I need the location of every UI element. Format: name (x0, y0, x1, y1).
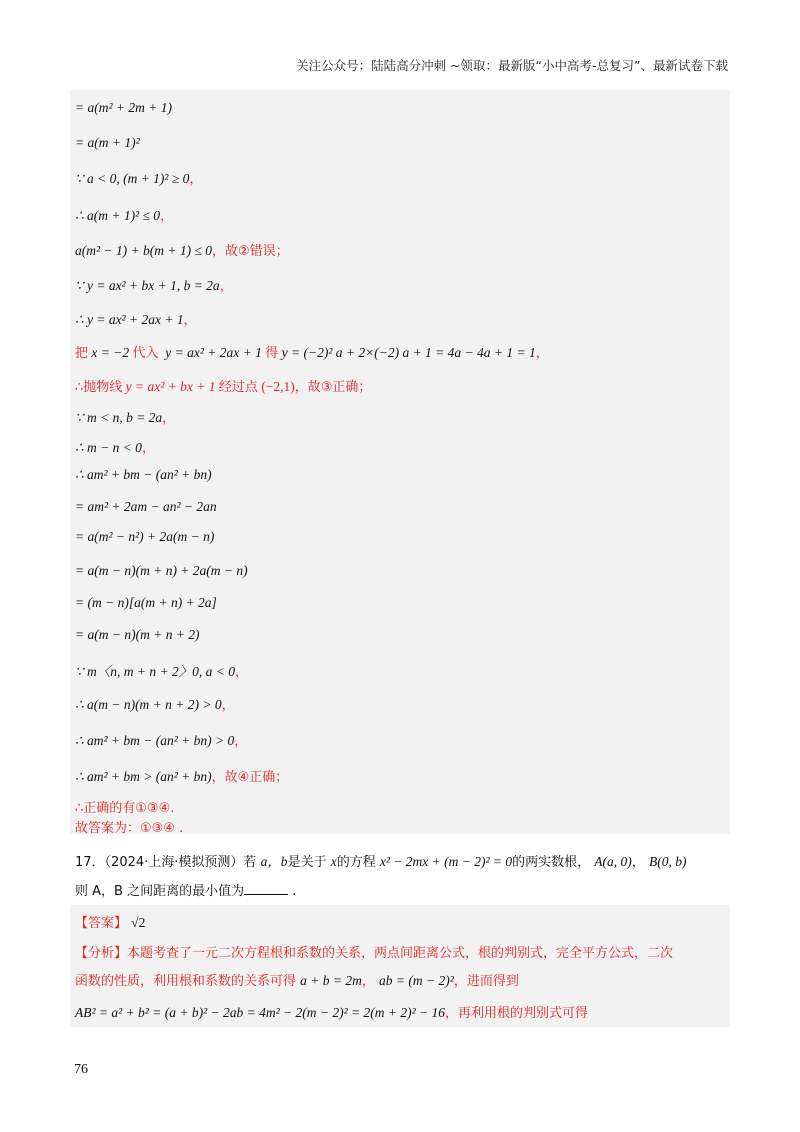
solution-line: ∵ m < n, b = 2a， (75, 410, 176, 426)
analysis-line3: AB² = a² + b² = (a + b)² − 2ab = 4m² − 2(m − 2)² = 2(m + 2)² − 16，再利用根的判别式可得 (75, 1005, 589, 1021)
analysis-line2: 函数的性质，利用根和系数的关系可得 a + b = 2m， ab = (m − 2)²，进而得到 (75, 973, 519, 989)
page-header: 关注公众号：陆陆高分冲刺 ~领取：最新版“小中高考-总复习”、最新试卷下载 (296, 58, 728, 73)
solution-block (70, 90, 730, 834)
analysis-line1: 【分析】本题考查了一元二次方程根和系数的关系，两点间距离公式，根的判别式，完全平方公式，二次 (75, 946, 674, 961)
conclusion-answer: 故答案为：①③④ . (75, 821, 184, 836)
solution-line: = a(m + 1)² (75, 135, 140, 150)
solution-line: ∴ m − n < 0， (75, 440, 155, 456)
solution-line: = am² + 2am − an² − 2an (75, 499, 217, 514)
solution-line: ∴ y = ax² + 2ax + 1， (75, 312, 197, 328)
solution-line-substitute: 把 x = −2 代入 y = ax² + 2ax + 1 得 y = (−2)² a + 2×(−2) a + 1 = 4a − 4a + 1 = 1， (75, 345, 549, 361)
question-17: 17．（2024·上海·模拟预测）若 a，b是关于 x的方程 x² − 2mx + (m − 2)² = 0的两实数根， A(a, 0)， B(0, b) (75, 854, 687, 870)
solution-line-parabola: ∴抛物线 y = ax² + bx + 1 经过点 (−2,1)，故③正确； (75, 379, 372, 395)
page-number: 76 (74, 1062, 88, 1077)
answer-line: 【答案】 √2 (75, 915, 146, 931)
solution-line: = a(m² + 2m + 1) (75, 100, 172, 115)
solution-line: ∴ a(m − n)(m + n + 2) > 0， (75, 697, 235, 713)
solution-line: ∴ am² + bm − (an² + bn) > 0， (75, 733, 248, 749)
solution-line: ∵ m〈n, m + n + 2〉0, a < 0， (75, 664, 249, 680)
conclusion-line: ∴正确的有①③④. (75, 801, 175, 816)
solution-line: = a(m² − n²) + 2a(m − n) (75, 529, 215, 544)
question-17-line2: 则 A，B 之间距离的最小值为 . (75, 884, 297, 899)
answer-blank (244, 882, 288, 895)
solution-line: ∴ am² + bm > (an² + bn)，故④正确； (75, 769, 289, 785)
solution-line: = (m − n)[a(m + n) + 2a] (75, 595, 217, 610)
solution-line: ∵ a < 0, (m + 1)² ≥ 0， (75, 171, 203, 187)
solution-line: ∴ a(m + 1)² ≤ 0， (75, 208, 174, 224)
solution-line: ∴ am² + bm − (an² + bn) (75, 467, 212, 482)
solution-line: = a(m − n)(m + n + 2) (75, 627, 200, 642)
solution-line: ∵ y = ax² + bx + 1, b = 2a， (75, 278, 233, 294)
solution-line: a(m² − 1) + b(m + 1) ≤ 0，故②错误； (75, 243, 289, 259)
solution-line: = a(m − n)(m + n) + 2a(m − n) (75, 563, 248, 578)
